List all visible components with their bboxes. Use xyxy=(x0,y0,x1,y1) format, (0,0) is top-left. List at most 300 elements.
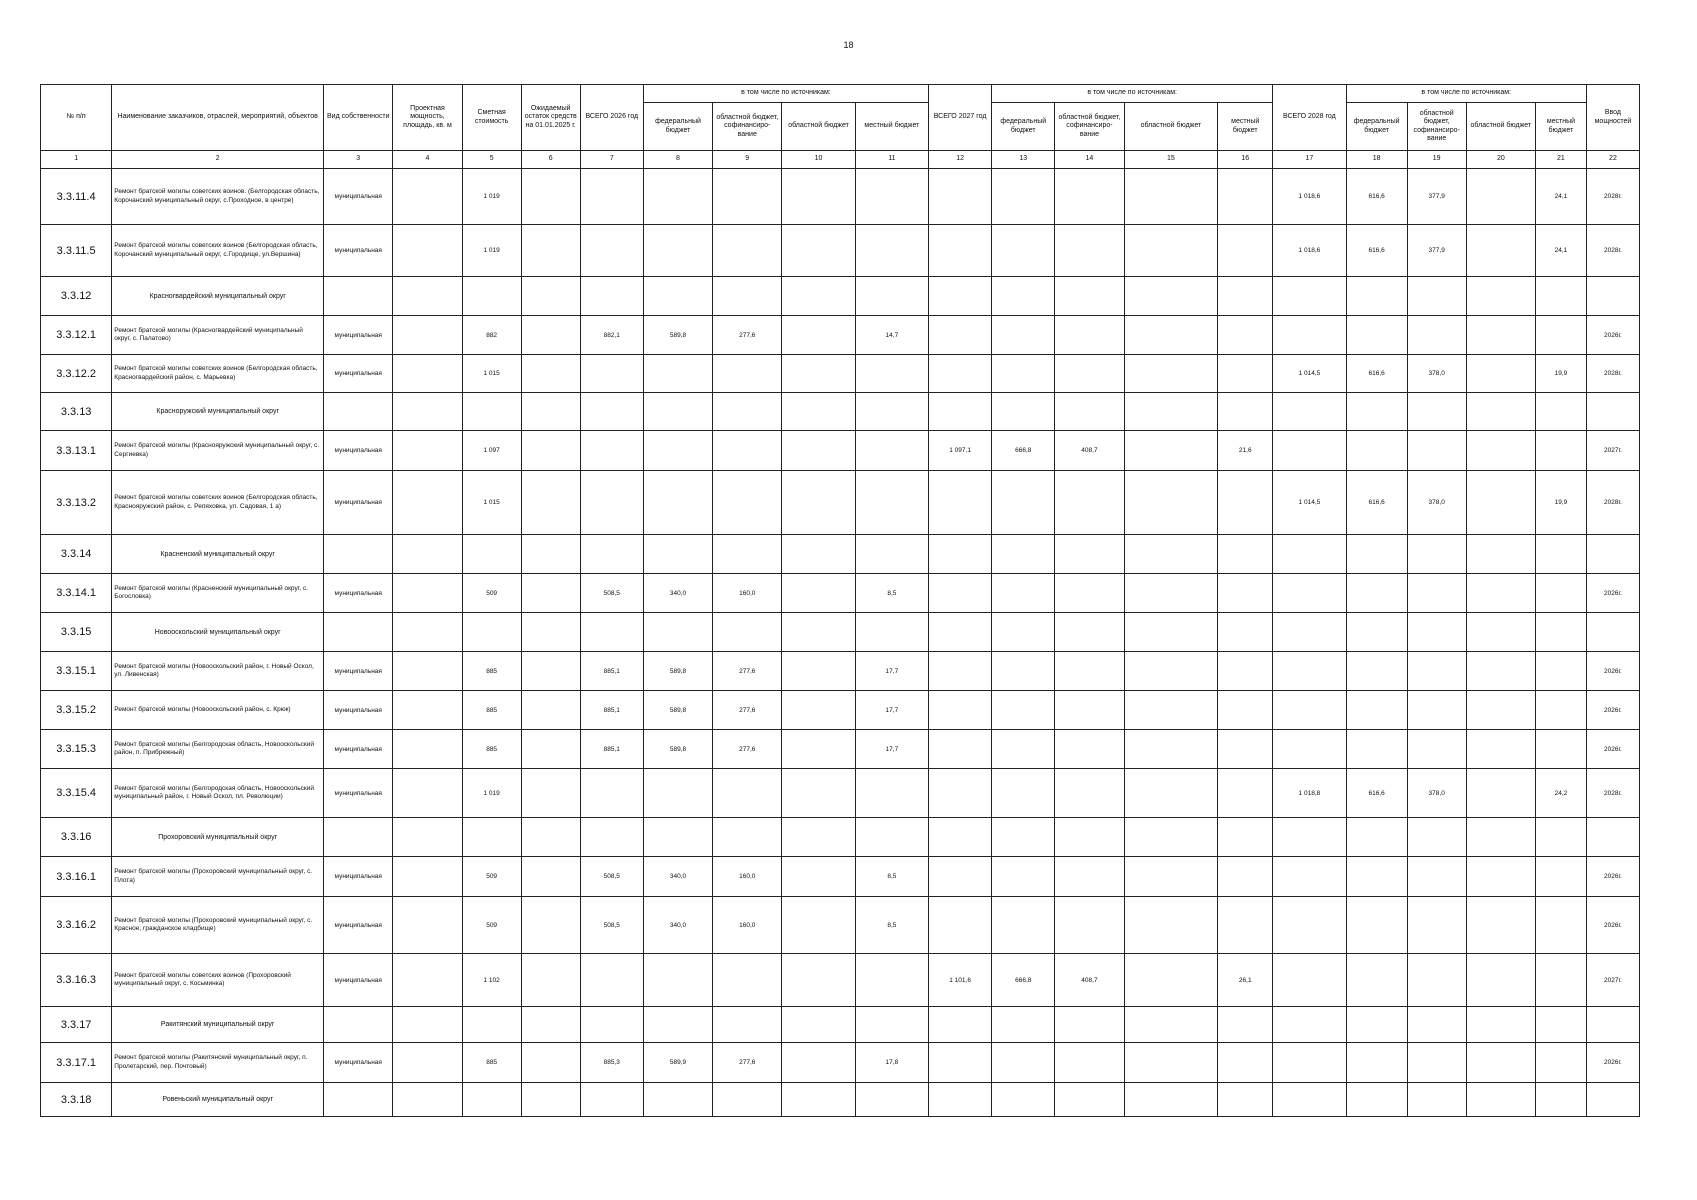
federal-2026-cell xyxy=(643,225,712,277)
local-2028-cell xyxy=(1535,857,1586,897)
cost-cell: 885 xyxy=(462,691,521,730)
oblast-cofin-2028-cell: 377,9 xyxy=(1407,225,1466,277)
local-2026-cell xyxy=(855,535,928,574)
cost-cell: 1 019 xyxy=(462,225,521,277)
local-2026-cell xyxy=(855,277,928,316)
federal-2026-cell: 589,8 xyxy=(643,730,712,769)
federal-2026-cell xyxy=(643,169,712,225)
federal-2026-cell xyxy=(643,769,712,818)
local-2026-cell xyxy=(855,1083,928,1117)
federal-2027-cell xyxy=(992,355,1055,393)
cost-cell: 882 xyxy=(462,316,521,355)
federal-2026-cell xyxy=(643,818,712,857)
local-2028-cell xyxy=(1535,954,1586,1007)
total-2028-cell xyxy=(1273,431,1346,471)
local-2027-cell xyxy=(1218,574,1273,613)
oblast-2026-cell xyxy=(782,169,855,225)
oblast-cofin-2027-cell xyxy=(1055,897,1124,954)
federal-2026-cell xyxy=(643,954,712,1007)
table-row xyxy=(41,857,1640,897)
section-row xyxy=(41,1007,1640,1043)
total-2026-cell xyxy=(580,355,643,393)
oblast-cofin-2026-cell xyxy=(713,393,782,431)
oblast-cofin-2027-cell xyxy=(1055,393,1124,431)
col-number: 12 xyxy=(929,151,992,169)
local-2028-cell xyxy=(1535,691,1586,730)
oblast-2027-cell xyxy=(1124,954,1218,1007)
oblast-cofin-2027-cell xyxy=(1055,316,1124,355)
table-row xyxy=(41,225,1640,277)
row-number-cell: 3.3.13 xyxy=(41,393,112,431)
row-number-cell: 3.3.15.4 xyxy=(41,769,112,818)
oblast-2026-cell xyxy=(782,574,855,613)
oblast-cofin-2026-cell xyxy=(713,355,782,393)
table-row xyxy=(41,730,1640,769)
oblast-2028-cell xyxy=(1466,225,1535,277)
local-2026-cell: 17,8 xyxy=(855,1043,928,1083)
col-number: 22 xyxy=(1586,151,1639,169)
object-name-cell: Ремонт братской могилы (Прохоровский муниципальный округ, с. Красное, гражданское кладбище) xyxy=(112,897,324,954)
oblast-cofin-2028-cell xyxy=(1407,316,1466,355)
ownership-cell: муниципальная xyxy=(324,574,393,613)
local-2026-cell: 17,7 xyxy=(855,652,928,691)
balance-cell xyxy=(521,393,580,431)
oblast-2027-cell xyxy=(1124,730,1218,769)
col-number: 21 xyxy=(1535,151,1586,169)
oblast-cofin-2026-cell xyxy=(713,1083,782,1117)
oblast-2027-cell xyxy=(1124,1083,1218,1117)
oblast-2028-cell xyxy=(1466,691,1535,730)
total-2027-cell: 1 097,1 xyxy=(929,431,992,471)
table-row xyxy=(41,1043,1640,1083)
total-2027-cell xyxy=(929,393,992,431)
federal-2026-cell xyxy=(643,471,712,535)
cost-cell: 1 015 xyxy=(462,355,521,393)
col-cost-header: Сметная стоимость xyxy=(462,85,521,151)
total-2026-cell xyxy=(580,613,643,652)
col-number: 9 xyxy=(713,151,782,169)
oblast-2027-cell xyxy=(1124,169,1218,225)
capacity-cell xyxy=(393,393,462,431)
local-2026-cell: 17,7 xyxy=(855,691,928,730)
total-2027-cell xyxy=(929,652,992,691)
oblast-2027-cell xyxy=(1124,897,1218,954)
row-number-cell: 3.3.16.1 xyxy=(41,857,112,897)
oblast-cofin-2028-cell xyxy=(1407,818,1466,857)
oblast-2027-cell xyxy=(1124,769,1218,818)
local-2028-cell: 24,2 xyxy=(1535,769,1586,818)
oblast-cofin-2028-cell xyxy=(1407,613,1466,652)
total-2028-cell xyxy=(1273,535,1346,574)
oblast-cofin-2026-cell xyxy=(713,535,782,574)
oblast-cofin-2027-cell xyxy=(1055,574,1124,613)
total-2026-cell xyxy=(580,393,643,431)
oblast-cofin-2027-cell: 408,7 xyxy=(1055,431,1124,471)
total-2028-cell: 1 014,5 xyxy=(1273,471,1346,535)
oblast-2027-cell xyxy=(1124,652,1218,691)
balance-cell xyxy=(521,730,580,769)
col-number: 1 xyxy=(41,151,112,169)
oblast-cofin-2028-cell: 377,9 xyxy=(1407,169,1466,225)
local-2028-cell xyxy=(1535,277,1586,316)
section-title-cell: Красненский муниципальный округ xyxy=(112,535,324,574)
balance-cell xyxy=(521,355,580,393)
federal-2028-cell xyxy=(1346,857,1407,897)
row-number-cell: 3.3.13.2 xyxy=(41,471,112,535)
balance-cell xyxy=(521,613,580,652)
ownership-cell xyxy=(324,277,393,316)
col-number: 5 xyxy=(462,151,521,169)
total-2026-cell xyxy=(580,818,643,857)
row-number-cell: 3.3.12 xyxy=(41,277,112,316)
local-2027-cell xyxy=(1218,1083,1273,1117)
local-2026-cell xyxy=(855,613,928,652)
federal-2027-cell xyxy=(992,730,1055,769)
local-2026-cell xyxy=(855,818,928,857)
federal-2027-cell xyxy=(992,316,1055,355)
balance-cell xyxy=(521,1043,580,1083)
oblast-cofin-2027-cell xyxy=(1055,769,1124,818)
sub-oblast-2026: областной бюджет xyxy=(782,103,855,151)
oblast-cofin-2027-cell xyxy=(1055,1043,1124,1083)
oblast-2026-cell xyxy=(782,431,855,471)
balance-cell xyxy=(521,857,580,897)
col-total-2028-header: ВСЕГО 2028 год xyxy=(1273,85,1346,151)
commission-year-cell: 2026г. xyxy=(1586,897,1639,954)
section-row xyxy=(41,1083,1640,1117)
oblast-cofin-2027-cell xyxy=(1055,225,1124,277)
row-number-cell: 3.3.14.1 xyxy=(41,574,112,613)
federal-2028-cell xyxy=(1346,574,1407,613)
oblast-2027-cell xyxy=(1124,393,1218,431)
oblast-2027-cell xyxy=(1124,818,1218,857)
total-2028-cell xyxy=(1273,316,1346,355)
row-number-cell: 3.3.17 xyxy=(41,1007,112,1043)
sub-local-2027: местный бюджет xyxy=(1218,103,1273,151)
cost-cell: 1 015 xyxy=(462,471,521,535)
section-title-cell: Красногвардейский муниципальный округ xyxy=(112,277,324,316)
cost-cell xyxy=(462,1007,521,1043)
capacity-cell xyxy=(393,1043,462,1083)
federal-2027-cell xyxy=(992,574,1055,613)
col-number: 3 xyxy=(324,151,393,169)
investment-table xyxy=(40,84,1640,1117)
col-number: 8 xyxy=(643,151,712,169)
oblast-2028-cell xyxy=(1466,393,1535,431)
total-2028-cell xyxy=(1273,574,1346,613)
ownership-cell xyxy=(324,613,393,652)
object-name-cell: Ремонт братской могилы (Ракитянский муниципальный округ, п. Пролетарский, пер. Почтовый) xyxy=(112,1043,324,1083)
ownership-cell: муниципальная xyxy=(324,225,393,277)
oblast-cofin-2026-cell: 160,0 xyxy=(713,574,782,613)
federal-2028-cell xyxy=(1346,393,1407,431)
federal-2027-cell xyxy=(992,769,1055,818)
oblast-2028-cell xyxy=(1466,954,1535,1007)
local-2027-cell xyxy=(1218,691,1273,730)
local-2028-cell xyxy=(1535,897,1586,954)
federal-2028-cell xyxy=(1346,730,1407,769)
table-row xyxy=(41,169,1640,225)
total-2028-cell xyxy=(1273,730,1346,769)
col-number: 19 xyxy=(1407,151,1466,169)
commission-year-cell: 2026г. xyxy=(1586,857,1639,897)
total-2028-cell: 1 018,6 xyxy=(1273,169,1346,225)
local-2027-cell xyxy=(1218,769,1273,818)
cost-cell xyxy=(462,613,521,652)
balance-cell xyxy=(521,535,580,574)
oblast-cofin-2027-cell xyxy=(1055,857,1124,897)
col-total-2026-header: ВСЕГО 2026 год xyxy=(580,85,643,151)
oblast-2026-cell xyxy=(782,471,855,535)
object-name-cell: Ремонт братской могилы (Красненский муниципальный округ, с. Богословка) xyxy=(112,574,324,613)
ownership-cell: муниципальная xyxy=(324,857,393,897)
cost-cell: 509 xyxy=(462,897,521,954)
total-2027-cell xyxy=(929,730,992,769)
commission-year-cell: 2026г. xyxy=(1586,574,1639,613)
local-2027-cell xyxy=(1218,897,1273,954)
local-2027-cell xyxy=(1218,818,1273,857)
commission-year-cell: 2026г. xyxy=(1586,1043,1639,1083)
capacity-cell xyxy=(393,652,462,691)
federal-2026-cell xyxy=(643,613,712,652)
capacity-cell xyxy=(393,1007,462,1043)
balance-cell xyxy=(521,574,580,613)
sub-federal-2026: федеральный бюджет xyxy=(643,103,712,151)
object-name-cell: Ремонт братской могилы (Белгородская область, Новооскольский район, п. Прибрежный) xyxy=(112,730,324,769)
oblast-2026-cell xyxy=(782,1083,855,1117)
total-2027-cell xyxy=(929,355,992,393)
federal-2028-cell xyxy=(1346,1007,1407,1043)
ownership-cell: муниципальная xyxy=(324,730,393,769)
federal-2028-cell xyxy=(1346,1043,1407,1083)
oblast-cofin-2028-cell: 378,0 xyxy=(1407,471,1466,535)
sub-oblast-cofin-2026: областной бюджет, софинансиро-вание xyxy=(713,103,782,151)
total-2027-cell xyxy=(929,818,992,857)
total-2027-cell xyxy=(929,535,992,574)
row-number-cell: 3.3.11.5 xyxy=(41,225,112,277)
local-2027-cell xyxy=(1218,355,1273,393)
federal-2028-cell xyxy=(1346,613,1407,652)
local-2027-cell xyxy=(1218,277,1273,316)
ownership-cell: муниципальная xyxy=(324,316,393,355)
col-number: 14 xyxy=(1055,151,1124,169)
federal-2027-cell xyxy=(992,857,1055,897)
row-number-cell: 3.3.14 xyxy=(41,535,112,574)
oblast-2027-cell xyxy=(1124,1043,1218,1083)
local-2026-cell xyxy=(855,355,928,393)
local-2026-cell xyxy=(855,954,928,1007)
local-2027-cell xyxy=(1218,169,1273,225)
local-2028-cell xyxy=(1535,574,1586,613)
total-2026-cell xyxy=(580,769,643,818)
col-balance-header: Ожидаемый остаток средств на 01.01.2025 г. xyxy=(521,85,580,151)
federal-2026-cell: 340,0 xyxy=(643,857,712,897)
oblast-cofin-2026-cell: 277,6 xyxy=(713,316,782,355)
oblast-cofin-2026-cell xyxy=(713,818,782,857)
oblast-cofin-2028-cell xyxy=(1407,1043,1466,1083)
federal-2026-cell xyxy=(643,393,712,431)
col-number: 18 xyxy=(1346,151,1407,169)
oblast-2027-cell xyxy=(1124,225,1218,277)
balance-cell xyxy=(521,1007,580,1043)
capacity-cell xyxy=(393,535,462,574)
oblast-2028-cell xyxy=(1466,769,1535,818)
local-2026-cell xyxy=(855,1007,928,1043)
table-row xyxy=(41,769,1640,818)
oblast-cofin-2026-cell: 277,6 xyxy=(713,1043,782,1083)
federal-2026-cell xyxy=(643,535,712,574)
federal-2028-cell: 616,6 xyxy=(1346,355,1407,393)
table-row xyxy=(41,897,1640,954)
total-2027-cell xyxy=(929,897,992,954)
federal-2027-cell xyxy=(992,1007,1055,1043)
row-number-cell: 3.3.16.2 xyxy=(41,897,112,954)
oblast-cofin-2028-cell xyxy=(1407,652,1466,691)
local-2026-cell xyxy=(855,769,928,818)
oblast-2028-cell xyxy=(1466,169,1535,225)
commission-year-cell: 2028г. xyxy=(1586,471,1639,535)
total-2026-cell xyxy=(580,277,643,316)
ownership-cell: муниципальная xyxy=(324,355,393,393)
federal-2026-cell xyxy=(643,1083,712,1117)
section-title-cell: Ровеньский муниципальный округ xyxy=(112,1083,324,1117)
federal-2028-cell xyxy=(1346,897,1407,954)
oblast-2026-cell xyxy=(782,857,855,897)
oblast-2028-cell xyxy=(1466,1043,1535,1083)
oblast-cofin-2027-cell xyxy=(1055,471,1124,535)
capacity-cell xyxy=(393,355,462,393)
cost-cell xyxy=(462,393,521,431)
section-row xyxy=(41,535,1640,574)
local-2028-cell: 19,9 xyxy=(1535,355,1586,393)
oblast-2028-cell xyxy=(1466,652,1535,691)
balance-cell xyxy=(521,954,580,1007)
commission-year-cell xyxy=(1586,613,1639,652)
object-name-cell: Ремонт братской могилы советских воинов (Белгородская область, Красногвардейский район, с. Марьевка) xyxy=(112,355,324,393)
sources-2028-header: в том числе по источникам: xyxy=(1346,85,1586,103)
sources-2027-header: в том числе по источникам: xyxy=(992,85,1273,103)
total-2027-cell xyxy=(929,769,992,818)
row-number-cell: 3.3.17.1 xyxy=(41,1043,112,1083)
oblast-2028-cell xyxy=(1466,316,1535,355)
oblast-cofin-2027-cell xyxy=(1055,355,1124,393)
cost-cell: 509 xyxy=(462,574,521,613)
capacity-cell xyxy=(393,897,462,954)
cost-cell: 509 xyxy=(462,857,521,897)
oblast-cofin-2026-cell xyxy=(713,277,782,316)
federal-2028-cell: 616,6 xyxy=(1346,225,1407,277)
total-2027-cell xyxy=(929,857,992,897)
oblast-2027-cell xyxy=(1124,574,1218,613)
object-name-cell: Ремонт братской могилы (Прохоровский муниципальный округ, с. Плота) xyxy=(112,857,324,897)
object-name-cell: Ремонт братской могилы советских воинов (Белгородская область, Корочанский муниципальный округ, с.Городище, ул.Вершина) xyxy=(112,225,324,277)
total-2027-cell xyxy=(929,277,992,316)
oblast-cofin-2026-cell xyxy=(713,225,782,277)
sub-oblast-cofin-2027: областной бюджет, софинансиро-вание xyxy=(1055,103,1124,151)
ownership-cell xyxy=(324,1007,393,1043)
commission-year-cell xyxy=(1586,277,1639,316)
federal-2028-cell xyxy=(1346,652,1407,691)
oblast-2027-cell xyxy=(1124,535,1218,574)
col-number: 15 xyxy=(1124,151,1218,169)
local-2028-cell xyxy=(1535,613,1586,652)
col-number: 13 xyxy=(992,151,1055,169)
oblast-2028-cell xyxy=(1466,1007,1535,1043)
ownership-cell: муниципальная xyxy=(324,471,393,535)
object-name-cell: Ремонт братской могилы (Краснояружский муниципальный округ, с. Сергиевка) xyxy=(112,431,324,471)
federal-2027-cell xyxy=(992,691,1055,730)
oblast-cofin-2026-cell xyxy=(713,769,782,818)
local-2027-cell: 26,1 xyxy=(1218,954,1273,1007)
cost-cell: 1 102 xyxy=(462,954,521,1007)
total-2027-cell xyxy=(929,1043,992,1083)
oblast-cofin-2028-cell xyxy=(1407,1083,1466,1117)
total-2028-cell xyxy=(1273,1007,1346,1043)
oblast-2027-cell xyxy=(1124,1007,1218,1043)
federal-2028-cell xyxy=(1346,277,1407,316)
local-2026-cell: 8,5 xyxy=(855,897,928,954)
local-2027-cell xyxy=(1218,225,1273,277)
oblast-cofin-2027-cell xyxy=(1055,691,1124,730)
federal-2028-cell: 616,6 xyxy=(1346,169,1407,225)
oblast-2026-cell xyxy=(782,393,855,431)
col-number: 20 xyxy=(1466,151,1535,169)
oblast-cofin-2026-cell: 277,6 xyxy=(713,691,782,730)
oblast-2026-cell xyxy=(782,277,855,316)
table-row xyxy=(41,355,1640,393)
row-number-cell: 3.3.15 xyxy=(41,613,112,652)
oblast-2027-cell xyxy=(1124,316,1218,355)
federal-2027-cell xyxy=(992,169,1055,225)
oblast-2028-cell xyxy=(1466,897,1535,954)
total-2028-cell xyxy=(1273,393,1346,431)
local-2027-cell xyxy=(1218,857,1273,897)
row-number-cell: 3.3.15.2 xyxy=(41,691,112,730)
commission-year-cell xyxy=(1586,818,1639,857)
table-row xyxy=(41,652,1640,691)
object-name-cell: Ремонт братской могилы (Новооскольский район, г. Новый Оскол, ул. Ливенская) xyxy=(112,652,324,691)
total-2026-cell xyxy=(580,954,643,1007)
balance-cell xyxy=(521,691,580,730)
oblast-2027-cell xyxy=(1124,431,1218,471)
row-number-cell: 3.3.11.4 xyxy=(41,169,112,225)
oblast-2027-cell xyxy=(1124,613,1218,652)
total-2027-cell xyxy=(929,316,992,355)
commission-year-cell: 2026г. xyxy=(1586,316,1639,355)
ownership-cell: муниципальная xyxy=(324,897,393,954)
sources-2026-header: в том числе по источникам: xyxy=(643,85,928,103)
federal-2027-cell xyxy=(992,897,1055,954)
local-2028-cell xyxy=(1535,652,1586,691)
section-title-cell: Прохоровский муниципальный округ xyxy=(112,818,324,857)
local-2027-cell xyxy=(1218,535,1273,574)
total-2027-cell xyxy=(929,574,992,613)
local-2027-cell xyxy=(1218,613,1273,652)
oblast-2026-cell xyxy=(782,652,855,691)
oblast-cofin-2027-cell xyxy=(1055,818,1124,857)
oblast-2027-cell xyxy=(1124,857,1218,897)
oblast-cofin-2026-cell: 160,0 xyxy=(713,857,782,897)
oblast-cofin-2027-cell xyxy=(1055,169,1124,225)
local-2027-cell xyxy=(1218,393,1273,431)
oblast-2026-cell xyxy=(782,225,855,277)
cost-cell: 1 019 xyxy=(462,769,521,818)
balance-cell xyxy=(521,897,580,954)
balance-cell xyxy=(521,431,580,471)
col-ownership-header: Вид собственности xyxy=(324,85,393,151)
table-body xyxy=(41,169,1640,1117)
col-number: 7 xyxy=(580,151,643,169)
